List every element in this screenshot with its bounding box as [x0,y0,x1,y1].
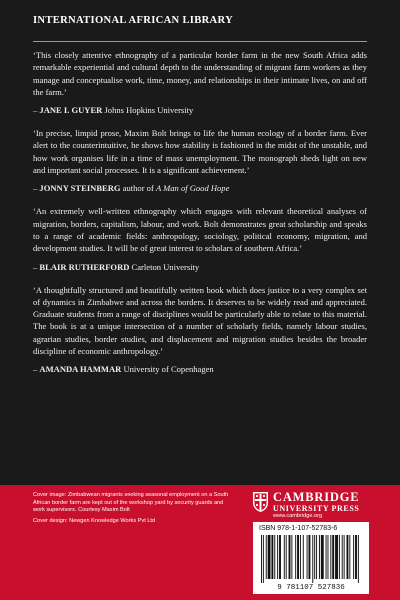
cover-image-credit: Cover image: Zimbabwean migrants seeking seasonal employment on a South African border farm are kept out of the workshop yard by security guards and work supervisors. Courtesy Maxim Bolt [33,492,229,514]
barcode-bar [312,535,313,583]
attribution-dash: – [33,364,40,375]
cover-credits [33,492,233,525]
barcode-bar [284,535,285,579]
barcode-bar [347,535,349,579]
endorser-name: JANE I. GUYER [39,105,103,116]
endorser-affiliation: Carleton University [129,261,200,272]
barcode-bar [271,535,273,579]
barcode-bar [274,535,275,579]
barcode-bar [358,535,359,583]
barcode-bar [286,535,287,579]
endorsement-rutherford [33,205,367,272]
barcode-bar [339,535,340,579]
publisher-press: UNIVERSITY PRESS [273,504,360,513]
barcode-bar [303,535,304,579]
series-divider [33,41,367,42]
barcode-bar [261,535,262,583]
cover-design-credit: Cover design: Newgen Knowledge Works Pvt Ltd [33,517,156,524]
publisher-footer [0,485,400,600]
barcode-bar [344,535,345,579]
barcode-bar [328,535,329,579]
barcode-bar [268,535,271,579]
attribution-dash: – [33,261,40,272]
barcode-bar [297,535,299,579]
barcode-bar [291,535,292,579]
barcode-graphic [257,535,365,591]
barcode-bar [332,535,334,579]
attribution-dash: – [33,183,40,194]
barcode-bar [263,535,264,583]
barcode-bar [349,535,350,579]
barcode-bar [266,535,267,579]
barcode-digits: 9 781107 527836 [277,584,345,591]
endorsement-quote: ‘In precise, limpid prose, Maxim Bolt brings to life the human ecology of a border farm. Ever alert to the counterintuitive, he shows how stability is fashioned in the midst of the unstable, and how work organises life in a time of mass unemployment. The monograph sheds light on new and important social processes. It is a significant achievement.’ [33,128,367,176]
endorsement-quote: ‘A thoughtfully structured and beautifully written book which does justice to a very complex set of dynamics in Zimbabwe and across the borders. It deserves to be widely read and appreciated. Graduate students from a range of disciplines would be particularly able to relate to this material. The book is at a unique intersection of a number of scholarly fields, namely labour studies, agrarian studies, border studies, and displacement and migration studies besides the broader discipline of economic anthropology.’ [33,284,367,357]
endorsement-attribution [33,261,367,273]
barcode-bar [314,535,315,579]
endorser-affiliation: author of [120,183,156,194]
publisher-name: CAMBRIDGE [273,490,360,504]
barcode-bar [335,535,338,579]
barcode-bar [355,535,357,579]
endorser-book-title: A Man of Good Hope [155,183,230,194]
endorser-affiliation: Johns Hopkins University [102,105,194,116]
barcode-bar [316,535,317,579]
barcode-bar [309,535,311,579]
barcode-bar [277,535,278,579]
barcode-bar [307,535,308,579]
endorsement-quote: ‘An extremely well-written ethnography which engages with relevant theoretical analyses of migration, borders, capitalism, labour, and work. Bolt demonstrates great scholarship and speaks to a range of academic fields: anthropology, sociology, political economy, migration, and development studies. It will be of great interest to scholars of southern Africa.’ [33,206,367,254]
endorsement-steinberg [33,127,367,194]
endorsement-guyer [33,49,367,116]
barcode-bar [342,535,343,579]
barcode-bar [319,535,320,579]
barcode-bar [321,535,324,579]
endorser-name: AMANDA HAMMAR [39,364,122,375]
barcode-bar [326,535,327,579]
isbn-barcode [253,522,369,594]
endorsement-attribution [33,363,367,375]
series-title: INTERNATIONAL AFRICAN LIBRARY [33,15,234,26]
publisher-url: www.cambridge.org [273,513,323,519]
barcode-bar [279,535,281,579]
barcode-bar [295,535,296,579]
endorsements [33,49,367,386]
endorser-name: BLAIR RUTHERFORD [39,261,130,272]
isbn-number: ISBN 978-1-107-52783-6 [259,525,338,532]
barcode-bar [300,535,301,579]
endorsement-hammar [33,284,367,376]
endorsement-attribution [33,182,367,194]
cambridge-shield-icon [252,491,269,513]
endorsement-attribution [33,104,367,116]
barcode-bar [289,535,291,579]
barcode-bar [353,535,354,579]
endorsement-quote: ‘This closely attentive ethnography of a particular border farm in the new South Africa adds remarkable experiential and cultural depth to the understanding of migrant farm workers as they manage and conceptualise work, time, money, and relationships in their intimate lives, on and off the farm.’ [33,50,367,97]
attribution-dash: – [33,105,40,116]
endorser-name: JONNY STEINBERG [39,183,121,194]
endorser-affiliation: University of Copenhagen [121,364,214,375]
barcode-bar [330,535,331,579]
